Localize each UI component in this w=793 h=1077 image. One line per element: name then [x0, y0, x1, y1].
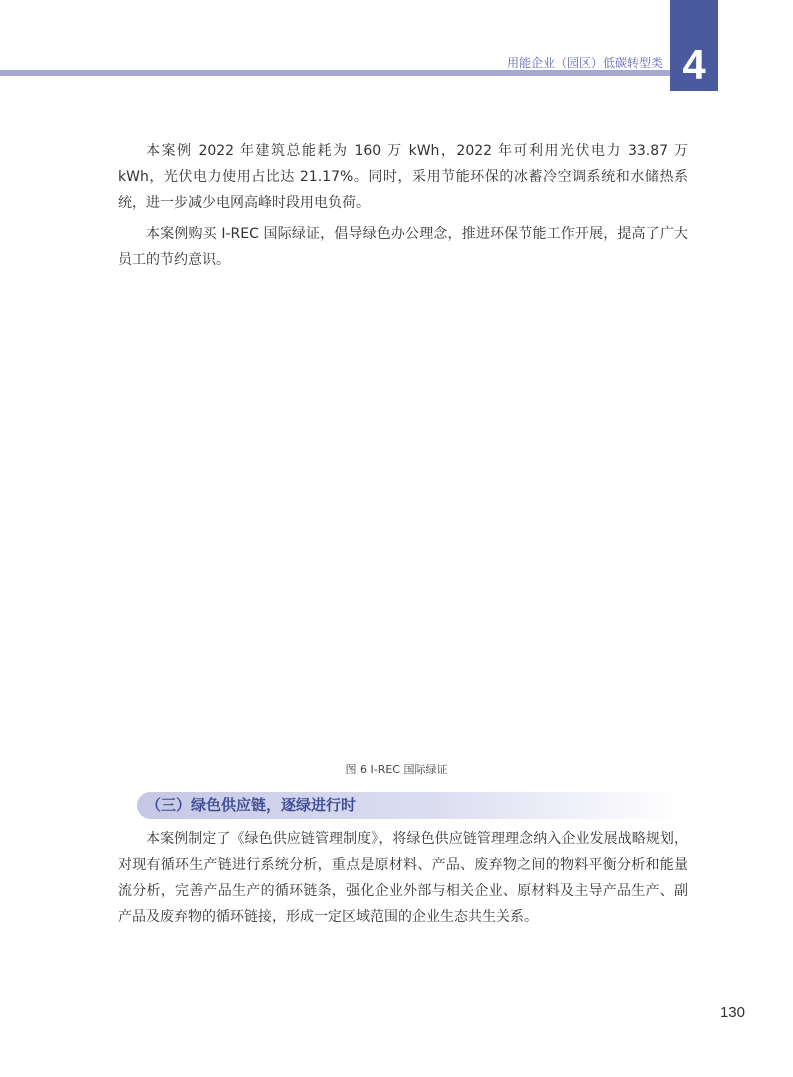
body-paragraph: 本案例购买 I-REC 国际绿证，倡导绿色办公理念，推进环保节能工作开展，提高了广大员工的节约意识。 — [118, 226, 688, 268]
body-paragraph: 本案例制定了《绿色供应链管理制度》，将绿色供应链管理理念纳入企业发展战略规划，对现有循环生产链进行系统分析，重点是原材料、产品、废弃物之间的物料平衡分析和能量流分析，完善产品生产的循环链条，强化企业外部与相关企业、原材料及主导产品生产、副产品及废弃物的循环链接，形成一定区域范围的企业生态共生关系。 — [118, 831, 688, 925]
figure-caption: 图 6 I-REC 国际绿证 — [345, 763, 448, 776]
section-label: 用能企业（园区）低碳转型类 — [506, 56, 663, 70]
figure-image-area — [118, 290, 688, 730]
chapter-number: 4 — [682, 41, 706, 88]
page-number: 130 — [719, 1004, 745, 1021]
body-paragraph: 本案例 2022 年建筑总能耗为 160 万 kWh，2022 年可利用光伏电力 33.87 万 kWh，光伏电力使用占比达 21.17%。同时，采用节能环保的冰蓄冷空调系统和水储热系统，进一步减少电网高峰时段用电负荷。 — [118, 143, 688, 211]
chapter-tab — [670, 0, 718, 91]
subheading: （三）绿色供应链，逐绿进行时 — [146, 796, 357, 814]
